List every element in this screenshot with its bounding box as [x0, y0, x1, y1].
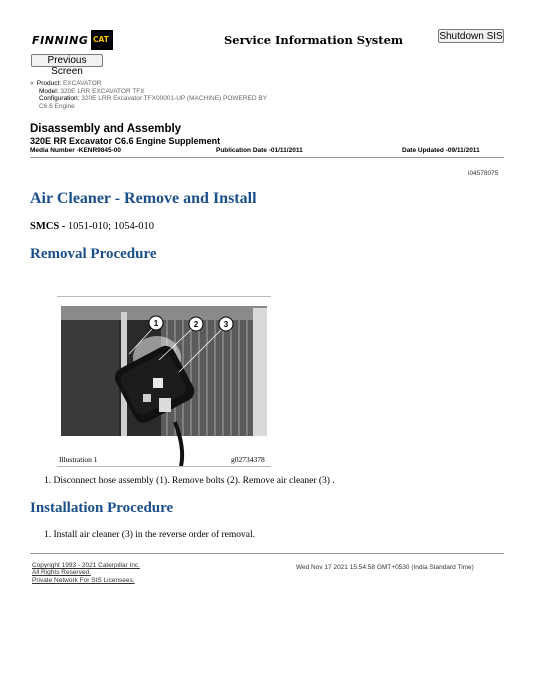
- network-link[interactable]: Private Network For SIS Licensees.: [32, 576, 135, 584]
- back-arrow-icon[interactable]: «: [30, 80, 34, 87]
- callout-3: [219, 317, 233, 331]
- removal-step: 1. Disconnect hose assembly (1). Remove bolts (2). Remove air cleaner (3) .: [44, 476, 335, 486]
- product-info: [30, 80, 267, 110]
- logo-text: FINNING: [32, 34, 89, 47]
- installation-heading: Installation Procedure: [30, 500, 174, 516]
- illustration-id: g02734378: [231, 455, 265, 464]
- publication-date: Publication Date -01/11/2011: [216, 147, 303, 154]
- product-label: Product:: [36, 80, 62, 87]
- media-number: Media Number -KENR9845-00: [30, 147, 122, 154]
- callout-3-label: 3: [223, 320, 229, 329]
- configuration-value-2: C6.6 Engine: [39, 102, 75, 110]
- smcs-label: SMCS -: [30, 221, 66, 232]
- installation-step: 1. Install air cleaner (3) in the reverse order of removal.: [44, 530, 256, 540]
- callout-2: [189, 317, 203, 331]
- document-id: i04578075: [468, 170, 499, 177]
- figure-top-rule: [57, 296, 271, 297]
- rights-link[interactable]: All Rights Reserved.: [32, 569, 91, 577]
- footer-timestamp: Wed Nov 17 2021 15:54:58 GMT+0530 (India Standard Time): [296, 564, 474, 571]
- smcs-value: 1051-010; 1054-010: [67, 221, 154, 232]
- footer-divider: [30, 553, 504, 554]
- date-updated: Date Updated -09/11/2011: [402, 147, 480, 154]
- model-label: Model:: [39, 87, 59, 95]
- previous-screen-button[interactable]: Previous Screen: [31, 54, 103, 67]
- callout-2-label: 2: [193, 320, 199, 329]
- configuration-value: 320E LRR Excavator TFX00001-UP (MACHINE) POWERED BY: [81, 95, 268, 103]
- product-value: EXCAVATOR: [62, 80, 102, 87]
- model-value: 320E LRR EXCAVATOR TFX: [60, 87, 145, 95]
- cat-badge-text: CAT: [93, 35, 109, 44]
- system-title: Service Information System: [224, 33, 404, 47]
- smcs-line: [30, 221, 154, 232]
- illustration-label: Illustration 1: [59, 455, 98, 464]
- page-title: Air Cleaner - Remove and Install: [30, 190, 257, 207]
- shutdown-button[interactable]: Shutdown SIS: [439, 30, 503, 42]
- supplement-title: 320E RR Excavator C6.6 Engine Supplement: [30, 136, 221, 146]
- illustration-image: [57, 298, 271, 468]
- copyright-link[interactable]: Copyright 1993 - 2021 Caterpillar Inc.: [32, 562, 141, 569]
- callout-1-label: 1: [153, 319, 159, 328]
- removal-heading: Removal Procedure: [30, 246, 157, 262]
- divider: [30, 157, 504, 158]
- footer-links: [32, 562, 140, 584]
- section-title: Disassembly and Assembly: [30, 123, 182, 135]
- configuration-label: Configuration:: [39, 95, 80, 103]
- callout-1: [149, 316, 163, 330]
- figure-bottom-rule: [57, 466, 271, 467]
